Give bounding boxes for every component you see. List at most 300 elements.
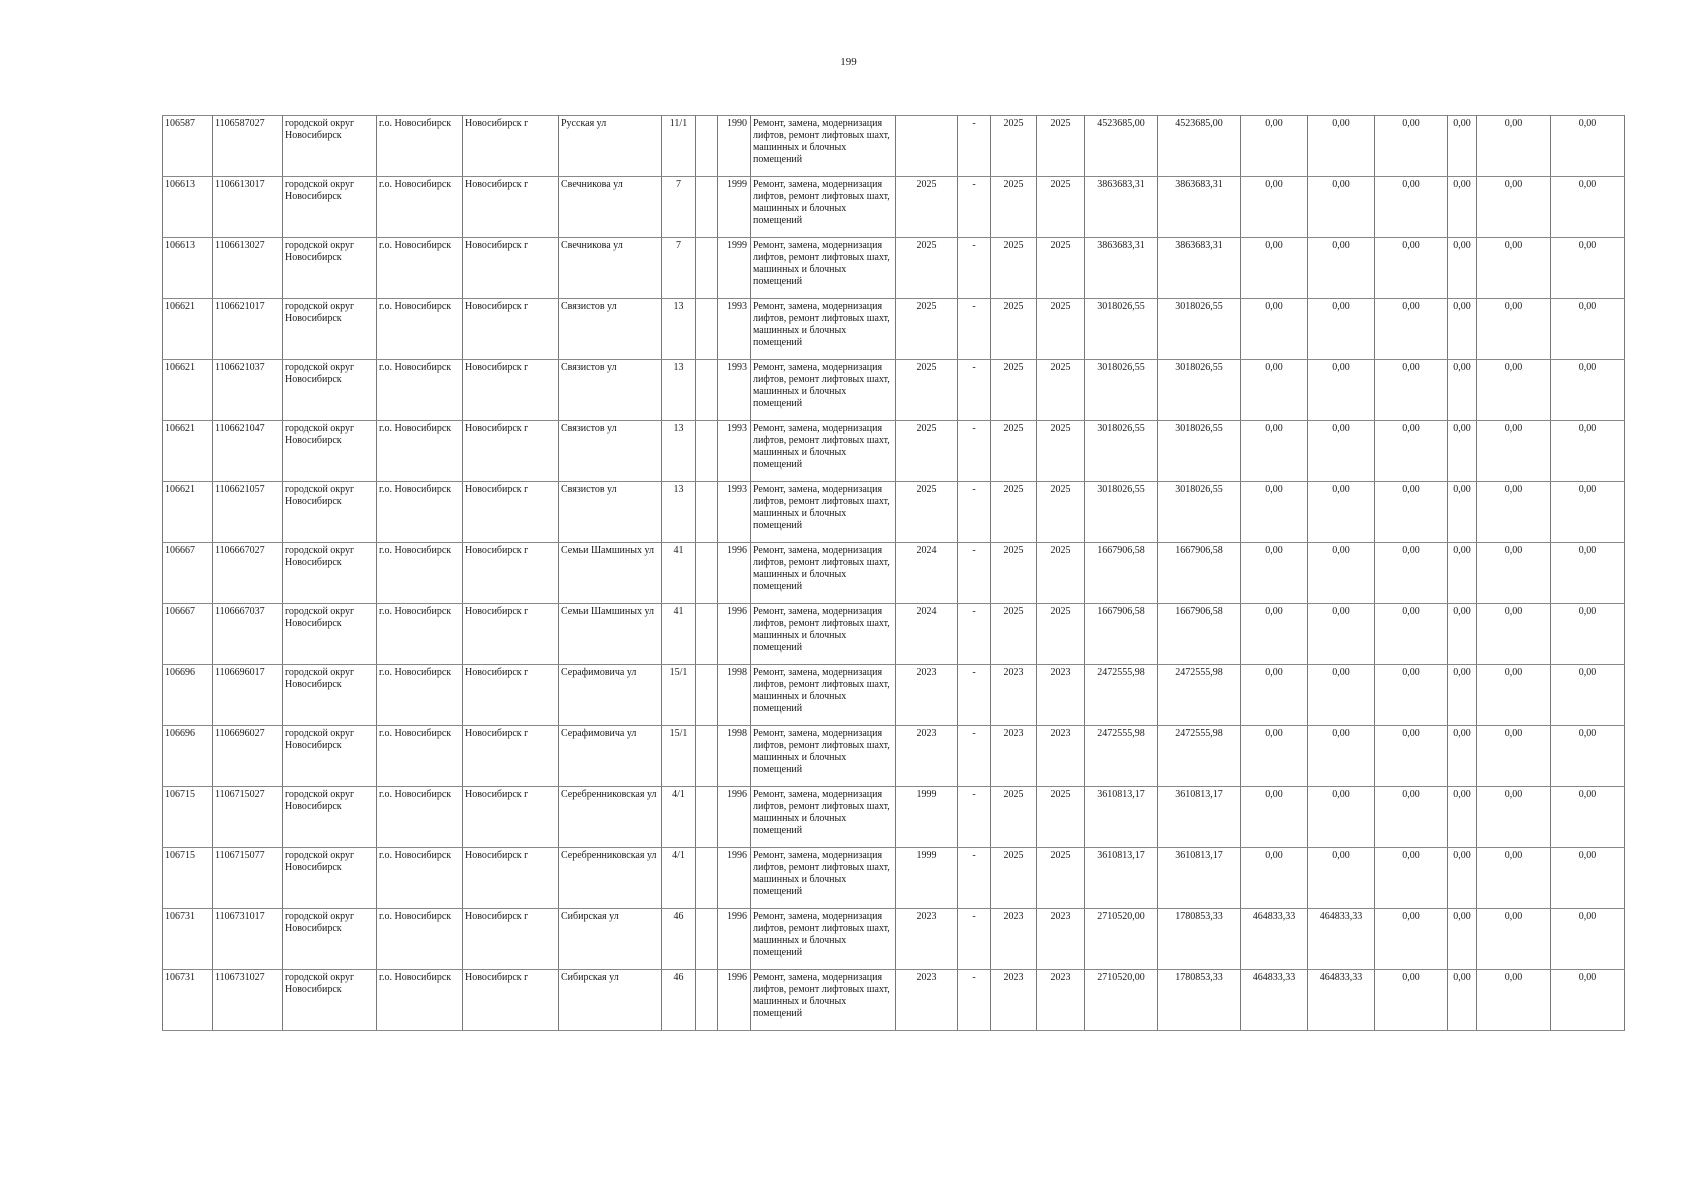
cell-v1: 0,00: [1241, 604, 1308, 665]
cell-v2: 0,00: [1308, 726, 1375, 787]
cell-street: Серебренниковская ул: [559, 787, 662, 848]
cell-district: городской округ Новосибирск: [283, 177, 377, 238]
cell-work: Ремонт, замена, модернизация лифтов, ремонт лифтовых шахт, машинных и блочных помещений: [751, 665, 896, 726]
table-row: [163, 421, 1625, 482]
cell-plan-to: 2025: [1037, 116, 1085, 177]
cell-settlement: Новосибирск г: [463, 665, 559, 726]
cell-code: 1106613017: [213, 177, 283, 238]
cell-v5: 0,00: [1477, 116, 1551, 177]
cell-v1: 464833,33: [1241, 909, 1308, 970]
table-row: [163, 360, 1625, 421]
cell-built: 1999: [718, 177, 751, 238]
cell-v4: 0,00: [1448, 665, 1477, 726]
cell-prev-year: 2025: [896, 482, 958, 543]
cell-house: 41: [662, 604, 696, 665]
cell-v2: 0,00: [1308, 177, 1375, 238]
cell-settlement: Новосибирск г: [463, 299, 559, 360]
cell-extra: [696, 604, 718, 665]
cell-extra: [696, 421, 718, 482]
cell-extra: [696, 177, 718, 238]
cell-built: 1993: [718, 482, 751, 543]
cell-total: 3018026,55: [1085, 482, 1158, 543]
cell-fund: 2472555,98: [1158, 726, 1241, 787]
cell-v3: 0,00: [1375, 665, 1448, 726]
cell-total: 2472555,98: [1085, 726, 1158, 787]
cell-v6: 0,00: [1551, 421, 1625, 482]
cell-work: Ремонт, замена, модернизация лифтов, ремонт лифтовых шахт, машинных и блочных помещений: [751, 970, 896, 1031]
cell-v6: 0,00: [1551, 543, 1625, 604]
cell-district: городской округ Новосибирск: [283, 360, 377, 421]
cell-total: 3018026,55: [1085, 360, 1158, 421]
cell-district: городской округ Новосибирск: [283, 726, 377, 787]
cell-plan-to: 2025: [1037, 360, 1085, 421]
cell-fund: 1780853,33: [1158, 909, 1241, 970]
cell-v2: 0,00: [1308, 360, 1375, 421]
cell-plan-to: 2025: [1037, 604, 1085, 665]
cell-v4: 0,00: [1448, 604, 1477, 665]
cell-street: Свечникова ул: [559, 177, 662, 238]
cell-v2: 0,00: [1308, 604, 1375, 665]
cell-work: Ремонт, замена, модернизация лифтов, ремонт лифтовых шахт, машинных и блочных помещений: [751, 360, 896, 421]
cell-municipality: г.о. Новосибирск: [377, 848, 463, 909]
cell-settlement: Новосибирск г: [463, 970, 559, 1031]
table-row: [163, 909, 1625, 970]
cell-v5: 0,00: [1477, 360, 1551, 421]
cell-plan-from: 2025: [991, 299, 1037, 360]
cell-work: Ремонт, замена, модернизация лифтов, ремонт лифтовых шахт, машинных и блочных помещений: [751, 116, 896, 177]
cell-v6: 0,00: [1551, 360, 1625, 421]
cell-settlement: Новосибирск г: [463, 116, 559, 177]
cell-extra: [696, 299, 718, 360]
cell-street: Серафимовича ул: [559, 665, 662, 726]
cell-v3: 0,00: [1375, 177, 1448, 238]
cell-built: 1996: [718, 848, 751, 909]
table-row: [163, 543, 1625, 604]
cell-v2: 0,00: [1308, 116, 1375, 177]
cell-v5: 0,00: [1477, 848, 1551, 909]
cell-street: Сибирская ул: [559, 909, 662, 970]
cell-total: 1667906,58: [1085, 604, 1158, 665]
cell-fund: 2472555,98: [1158, 665, 1241, 726]
cell-v2: 0,00: [1308, 482, 1375, 543]
cell-id: 106621: [163, 299, 213, 360]
cell-built: 1998: [718, 726, 751, 787]
cell-id: 106667: [163, 604, 213, 665]
cell-dash: -: [958, 909, 991, 970]
table-row: [163, 848, 1625, 909]
cell-municipality: г.о. Новосибирск: [377, 909, 463, 970]
table-row: [163, 177, 1625, 238]
cell-v3: 0,00: [1375, 238, 1448, 299]
cell-v4: 0,00: [1448, 543, 1477, 604]
cell-prev-year: 1999: [896, 787, 958, 848]
cell-prev-year: 2025: [896, 238, 958, 299]
cell-dash: -: [958, 299, 991, 360]
cell-settlement: Новосибирск г: [463, 848, 559, 909]
cell-fund: 3610813,17: [1158, 848, 1241, 909]
cell-code: 1106587027: [213, 116, 283, 177]
cell-extra: [696, 238, 718, 299]
cell-house: 15/1: [662, 726, 696, 787]
cell-work: Ремонт, замена, модернизация лифтов, ремонт лифтовых шахт, машинных и блочных помещений: [751, 848, 896, 909]
cell-plan-to: 2025: [1037, 543, 1085, 604]
cell-street: Русская ул: [559, 116, 662, 177]
cell-plan-from: 2025: [991, 116, 1037, 177]
cell-built: 1990: [718, 116, 751, 177]
cell-id: 106715: [163, 848, 213, 909]
cell-house: 11/1: [662, 116, 696, 177]
cell-work: Ремонт, замена, модернизация лифтов, ремонт лифтовых шахт, машинных и блочных помещений: [751, 787, 896, 848]
cell-fund: 3610813,17: [1158, 787, 1241, 848]
cell-total: 3610813,17: [1085, 787, 1158, 848]
cell-municipality: г.о. Новосибирск: [377, 665, 463, 726]
cell-plan-from: 2025: [991, 482, 1037, 543]
cell-work: Ремонт, замена, модернизация лифтов, ремонт лифтовых шахт, машинных и блочных помещений: [751, 238, 896, 299]
cell-v4: 0,00: [1448, 787, 1477, 848]
cell-house: 46: [662, 970, 696, 1031]
cell-v1: 464833,33: [1241, 970, 1308, 1031]
cell-v1: 0,00: [1241, 787, 1308, 848]
cell-district: городской округ Новосибирск: [283, 238, 377, 299]
cell-fund: 4523685,00: [1158, 116, 1241, 177]
cell-plan-to: 2025: [1037, 421, 1085, 482]
cell-settlement: Новосибирск г: [463, 543, 559, 604]
cell-prev-year: 2023: [896, 726, 958, 787]
cell-built: 1996: [718, 909, 751, 970]
cell-fund: 3018026,55: [1158, 360, 1241, 421]
cell-prev-year: 2025: [896, 360, 958, 421]
cell-house: 4/1: [662, 787, 696, 848]
cell-v1: 0,00: [1241, 421, 1308, 482]
cell-settlement: Новосибирск г: [463, 421, 559, 482]
cell-extra: [696, 970, 718, 1031]
cell-plan-from: 2025: [991, 604, 1037, 665]
cell-municipality: г.о. Новосибирск: [377, 238, 463, 299]
cell-code: 1106613027: [213, 238, 283, 299]
cell-municipality: г.о. Новосибирск: [377, 604, 463, 665]
cell-v3: 0,00: [1375, 421, 1448, 482]
cell-total: 3863683,31: [1085, 177, 1158, 238]
cell-fund: 3863683,31: [1158, 238, 1241, 299]
cell-settlement: Новосибирск г: [463, 604, 559, 665]
cell-settlement: Новосибирск г: [463, 177, 559, 238]
cell-extra: [696, 482, 718, 543]
cell-plan-from: 2025: [991, 177, 1037, 238]
cell-v2: 0,00: [1308, 238, 1375, 299]
cell-prev-year: 1999: [896, 848, 958, 909]
cell-v5: 0,00: [1477, 787, 1551, 848]
cell-fund: 3863683,31: [1158, 177, 1241, 238]
cell-v3: 0,00: [1375, 604, 1448, 665]
cell-v4: 0,00: [1448, 970, 1477, 1031]
cell-street: Свечникова ул: [559, 238, 662, 299]
cell-v6: 0,00: [1551, 177, 1625, 238]
cell-dash: -: [958, 665, 991, 726]
cell-dash: -: [958, 116, 991, 177]
cell-fund: 3018026,55: [1158, 421, 1241, 482]
table-row: [163, 482, 1625, 543]
cell-plan-to: 2023: [1037, 726, 1085, 787]
cell-prev-year: 2024: [896, 604, 958, 665]
cell-id: 106613: [163, 177, 213, 238]
cell-id: 106621: [163, 482, 213, 543]
cell-prev-year: 2025: [896, 421, 958, 482]
cell-house: 46: [662, 909, 696, 970]
cell-v2: 0,00: [1308, 665, 1375, 726]
cell-extra: [696, 543, 718, 604]
cell-v3: 0,00: [1375, 543, 1448, 604]
cell-v5: 0,00: [1477, 299, 1551, 360]
cell-house: 7: [662, 177, 696, 238]
cell-v1: 0,00: [1241, 482, 1308, 543]
cell-v1: 0,00: [1241, 299, 1308, 360]
cell-settlement: Новосибирск г: [463, 909, 559, 970]
cell-prev-year: 2025: [896, 299, 958, 360]
cell-v5: 0,00: [1477, 482, 1551, 543]
cell-code: 1106621047: [213, 421, 283, 482]
cell-built: 1996: [718, 543, 751, 604]
cell-settlement: Новосибирск г: [463, 360, 559, 421]
cell-v5: 0,00: [1477, 177, 1551, 238]
cell-fund: 3018026,55: [1158, 299, 1241, 360]
cell-v5: 0,00: [1477, 238, 1551, 299]
table-row: [163, 116, 1625, 177]
cell-dash: -: [958, 543, 991, 604]
cell-settlement: Новосибирск г: [463, 787, 559, 848]
cell-district: городской округ Новосибирск: [283, 482, 377, 543]
cell-plan-from: 2023: [991, 909, 1037, 970]
cell-plan-from: 2023: [991, 970, 1037, 1031]
cell-dash: -: [958, 360, 991, 421]
cell-plan-from: 2025: [991, 543, 1037, 604]
cell-v6: 0,00: [1551, 238, 1625, 299]
cell-v1: 0,00: [1241, 116, 1308, 177]
cell-v3: 0,00: [1375, 787, 1448, 848]
cell-total: 2710520,00: [1085, 970, 1158, 1031]
cell-v5: 0,00: [1477, 543, 1551, 604]
cell-plan-from: 2025: [991, 238, 1037, 299]
cell-v1: 0,00: [1241, 177, 1308, 238]
cell-street: Связистов ул: [559, 421, 662, 482]
cell-v5: 0,00: [1477, 665, 1551, 726]
cell-plan-from: 2025: [991, 787, 1037, 848]
cell-municipality: г.о. Новосибирск: [377, 482, 463, 543]
cell-dash: -: [958, 177, 991, 238]
cell-work: Ремонт, замена, модернизация лифтов, ремонт лифтовых шахт, машинных и блочных помещений: [751, 177, 896, 238]
cell-work: Ремонт, замена, модернизация лифтов, ремонт лифтовых шахт, машинных и блочных помещений: [751, 482, 896, 543]
cell-extra: [696, 848, 718, 909]
cell-v4: 0,00: [1448, 116, 1477, 177]
cell-municipality: г.о. Новосибирск: [377, 116, 463, 177]
cell-v4: 0,00: [1448, 177, 1477, 238]
cell-total: 2710520,00: [1085, 909, 1158, 970]
cell-extra: [696, 787, 718, 848]
cell-code: 1106715027: [213, 787, 283, 848]
cell-house: 15/1: [662, 665, 696, 726]
cell-plan-to: 2025: [1037, 787, 1085, 848]
cell-plan-to: 2025: [1037, 238, 1085, 299]
cell-v3: 0,00: [1375, 848, 1448, 909]
cell-municipality: г.о. Новосибирск: [377, 421, 463, 482]
cell-v5: 0,00: [1477, 970, 1551, 1031]
cell-v1: 0,00: [1241, 543, 1308, 604]
cell-code: 1106621037: [213, 360, 283, 421]
cell-v6: 0,00: [1551, 787, 1625, 848]
cell-settlement: Новосибирск г: [463, 238, 559, 299]
cell-district: городской округ Новосибирск: [283, 116, 377, 177]
cell-street: Связистов ул: [559, 299, 662, 360]
page-number: 199: [840, 56, 857, 68]
table-row: [163, 787, 1625, 848]
table-row: [163, 604, 1625, 665]
cell-prev-year: 2023: [896, 665, 958, 726]
cell-municipality: г.о. Новосибирск: [377, 360, 463, 421]
cell-v4: 0,00: [1448, 299, 1477, 360]
cell-municipality: г.о. Новосибирск: [377, 177, 463, 238]
cell-district: городской округ Новосибирск: [283, 665, 377, 726]
cell-prev-year: [896, 116, 958, 177]
cell-plan-to: 2025: [1037, 482, 1085, 543]
cell-plan-to: 2023: [1037, 909, 1085, 970]
cell-prev-year: 2025: [896, 177, 958, 238]
cell-work: Ремонт, замена, модернизация лифтов, ремонт лифтовых шахт, машинных и блочных помещений: [751, 421, 896, 482]
cell-v5: 0,00: [1477, 909, 1551, 970]
cell-fund: 1780853,33: [1158, 970, 1241, 1031]
cell-plan-from: 2023: [991, 665, 1037, 726]
cell-code: 1106667027: [213, 543, 283, 604]
cell-v3: 0,00: [1375, 360, 1448, 421]
cell-total: 3610813,17: [1085, 848, 1158, 909]
cell-v1: 0,00: [1241, 360, 1308, 421]
cell-v6: 0,00: [1551, 909, 1625, 970]
cell-work: Ремонт, замена, модернизация лифтов, ремонт лифтовых шахт, машинных и блочных помещений: [751, 726, 896, 787]
cell-v6: 0,00: [1551, 604, 1625, 665]
cell-house: 13: [662, 299, 696, 360]
cell-v4: 0,00: [1448, 360, 1477, 421]
cell-code: 1106696017: [213, 665, 283, 726]
cell-house: 13: [662, 360, 696, 421]
cell-v3: 0,00: [1375, 482, 1448, 543]
cell-plan-from: 2023: [991, 726, 1037, 787]
cell-fund: 1667906,58: [1158, 604, 1241, 665]
cell-district: городской округ Новосибирск: [283, 604, 377, 665]
cell-v5: 0,00: [1477, 421, 1551, 482]
cell-plan-to: 2023: [1037, 665, 1085, 726]
cell-v4: 0,00: [1448, 848, 1477, 909]
cell-id: 106667: [163, 543, 213, 604]
cell-extra: [696, 726, 718, 787]
cell-id: 106613: [163, 238, 213, 299]
cell-work: Ремонт, замена, модернизация лифтов, ремонт лифтовых шахт, машинных и блочных помещений: [751, 604, 896, 665]
cell-dash: -: [958, 848, 991, 909]
cell-code: 1106621017: [213, 299, 283, 360]
cell-v6: 0,00: [1551, 726, 1625, 787]
cell-district: городской округ Новосибирск: [283, 970, 377, 1031]
cell-house: 41: [662, 543, 696, 604]
cell-dash: -: [958, 482, 991, 543]
cell-district: городской округ Новосибирск: [283, 909, 377, 970]
cell-total: 1667906,58: [1085, 543, 1158, 604]
cell-municipality: г.о. Новосибирск: [377, 299, 463, 360]
cell-prev-year: 2024: [896, 543, 958, 604]
cell-code: 1106667037: [213, 604, 283, 665]
cell-id: 106731: [163, 970, 213, 1031]
cell-dash: -: [958, 726, 991, 787]
cell-dash: -: [958, 421, 991, 482]
cell-v2: 0,00: [1308, 421, 1375, 482]
cell-id: 106696: [163, 726, 213, 787]
cell-v1: 0,00: [1241, 726, 1308, 787]
cell-district: городской округ Новосибирск: [283, 299, 377, 360]
cell-code: 1106731017: [213, 909, 283, 970]
cell-v6: 0,00: [1551, 665, 1625, 726]
cell-v2: 464833,33: [1308, 909, 1375, 970]
cell-extra: [696, 665, 718, 726]
cell-street: Серафимовича ул: [559, 726, 662, 787]
cell-v4: 0,00: [1448, 482, 1477, 543]
cell-code: 1106621057: [213, 482, 283, 543]
cell-municipality: г.о. Новосибирск: [377, 787, 463, 848]
cell-v1: 0,00: [1241, 238, 1308, 299]
cell-v4: 0,00: [1448, 726, 1477, 787]
cell-plan-from: 2025: [991, 848, 1037, 909]
cell-v6: 0,00: [1551, 970, 1625, 1031]
table-row: [163, 299, 1625, 360]
cell-municipality: г.о. Новосибирск: [377, 543, 463, 604]
cell-house: 13: [662, 421, 696, 482]
cell-v4: 0,00: [1448, 421, 1477, 482]
table-row: [163, 238, 1625, 299]
cell-street: Связистов ул: [559, 482, 662, 543]
cell-v4: 0,00: [1448, 909, 1477, 970]
cell-v6: 0,00: [1551, 848, 1625, 909]
cell-v2: 0,00: [1308, 299, 1375, 360]
cell-id: 106621: [163, 421, 213, 482]
cell-prev-year: 2023: [896, 970, 958, 1031]
cell-work: Ремонт, замена, модернизация лифтов, ремонт лифтовых шахт, машинных и блочных помещений: [751, 909, 896, 970]
cell-district: городской округ Новосибирск: [283, 848, 377, 909]
cell-total: 3018026,55: [1085, 299, 1158, 360]
cell-municipality: г.о. Новосибирск: [377, 726, 463, 787]
cell-municipality: г.о. Новосибирск: [377, 970, 463, 1031]
cell-v4: 0,00: [1448, 238, 1477, 299]
cell-v2: 0,00: [1308, 787, 1375, 848]
repair-program-table: [162, 115, 1625, 1031]
table-row: [163, 665, 1625, 726]
cell-v2: 464833,33: [1308, 970, 1375, 1031]
cell-district: городской округ Новосибирск: [283, 787, 377, 848]
cell-v5: 0,00: [1477, 726, 1551, 787]
cell-settlement: Новосибирск г: [463, 726, 559, 787]
cell-plan-to: 2025: [1037, 848, 1085, 909]
cell-total: 3018026,55: [1085, 421, 1158, 482]
cell-district: городской округ Новосибирск: [283, 421, 377, 482]
cell-code: 1106715077: [213, 848, 283, 909]
cell-built: 1996: [718, 787, 751, 848]
cell-built: 1999: [718, 238, 751, 299]
cell-built: 1998: [718, 665, 751, 726]
cell-total: 3863683,31: [1085, 238, 1158, 299]
cell-street: Семьи Шамшиных ул: [559, 543, 662, 604]
cell-work: Ремонт, замена, модернизация лифтов, ремонт лифтовых шахт, машинных и блочных помещений: [751, 299, 896, 360]
cell-plan-from: 2025: [991, 421, 1037, 482]
cell-v6: 0,00: [1551, 482, 1625, 543]
cell-v1: 0,00: [1241, 665, 1308, 726]
cell-fund: 1667906,58: [1158, 543, 1241, 604]
cell-extra: [696, 909, 718, 970]
cell-v3: 0,00: [1375, 909, 1448, 970]
cell-house: 7: [662, 238, 696, 299]
